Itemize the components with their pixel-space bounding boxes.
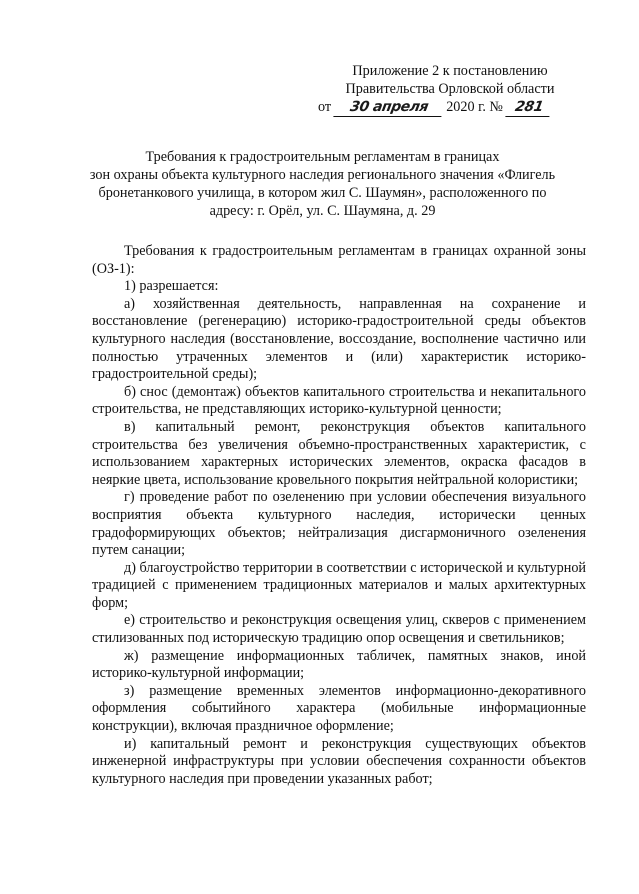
list-item-g: г) проведение работ по озеленению при условии обеспечения визуального восприятия объекта культурного наследия, исторически ценных градоформирующих объектов; нейтрализация дисгармоничного озеленения путем санации; [92,489,586,559]
allowed-heading: 1) разрешается: [124,278,219,295]
government-line: Правительства Орловской области [345,81,555,97]
list-item-zh: ж) размещение информационных табличек, памятных знаков, иной историко-культурной информации; [92,647,586,682]
list-item-i: и) капитальный ремонт и реконструкция существующих объектов инженерной инфраструктуры при условии обеспечения сохранности объектов культурного наследия при проведении указанных работ; [92,735,586,787]
handwritten-date: 30 апреля [333,98,444,117]
appendix-line: Приложение 2 к постановлению [352,63,548,79]
title-line: зон охраны объекта культурного наследия регионального значения «Флигель [89,167,556,183]
intro-paragraph: Требования к градостроительным регламентам в границах охранной зоны (ОЗ-1): [92,243,586,277]
list-item-z: з) размещение временных элементов информационно-декоративного оформления событийного характера (мобильные информационные конструкции), включая праздничное оформление; [92,682,586,735]
list-item-a: а) хозяйственная деятельность, направленная на сохранение и восстановление (регенерацию) историко-градостроительной среды объектов культурного наследия (восстановление, воссоздание, восполнение частично или полностью утраченных элементов и (или) характеристик историко-градостроительной среды); [92,295,586,383]
title-line: Требования к градостроительным регламентам в границах [145,149,500,165]
list-item-e: е) строительство и реконструкция освещения улиц, скверов с применением стилизованных под историческую традицию опор освещения и светильников; [92,612,586,647]
handwritten-number: 281 [505,98,552,117]
document-body [92,243,586,788]
document-title [60,148,585,220]
year-text: 2020 г. № [446,99,503,115]
list-item-b: б) снос (демонтаж) объектов капитального строительства и некапитального строительства, не представляющих историко-культурной ценности; [92,383,586,418]
list-item-d: д) благоустройство территории в соответствии с исторической и культурной традицией с применением традиционных материалов и малых архитектурных форм; [92,559,587,611]
date-number-line [318,98,580,117]
title-line: бронетанкового училища, в котором жил С. Шаумян», расположенного по [98,185,547,201]
appendix-header [320,62,580,117]
list-item-v: в) капитальный ремонт, реконструкция объектов капитального строительства без увеличения объемно-пространственных характеристик, с использованием характерных исторических элементов, окраска фасадов в неяркие цвета, использование кровельного покрытия нейтральной колористики; [92,418,586,488]
title-line: адресу: г. Орёл, ул. С. Шаумяна, д. 29 [209,203,436,219]
date-prefix: от [318,99,332,115]
